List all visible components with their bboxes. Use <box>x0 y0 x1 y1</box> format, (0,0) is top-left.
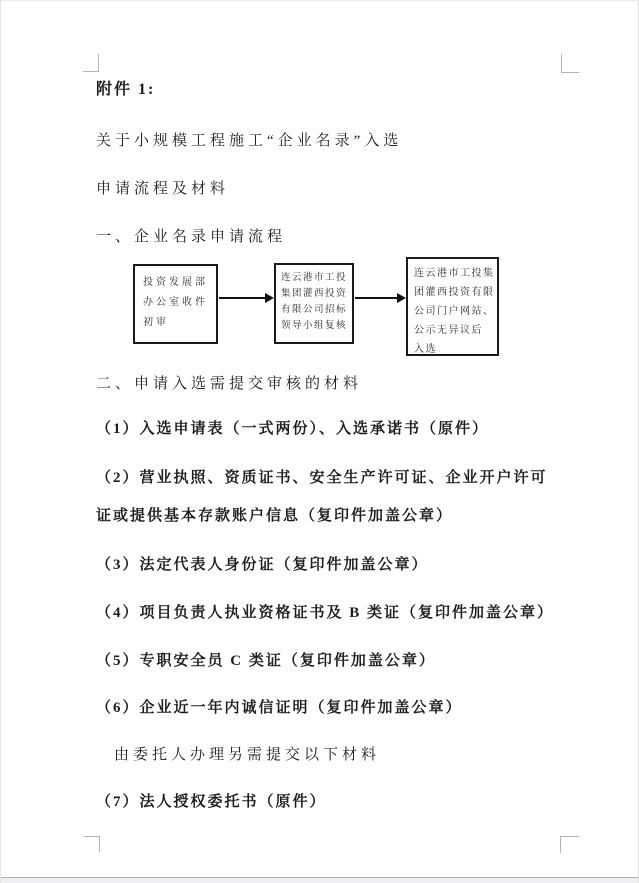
flow-step-2-line: 有限公司招标 <box>281 305 348 315</box>
flow-step-2-line: 连云港市工投 <box>281 273 348 283</box>
agent-note: 由委托人办理另需提交以下材料 <box>114 747 381 763</box>
flow-step-1-line: 办公室收件 <box>143 297 208 308</box>
flow-arrow-2-shaft <box>355 297 397 299</box>
flow-step-3-line: 团灌西投资有限 <box>414 287 495 298</box>
margin-corner-mark-bottom-right <box>560 836 579 853</box>
material-item-4: （4）项目负责人执业资格证书及 B 类证（复印件加盖公章） <box>96 605 555 621</box>
flow-step-2-line: 集团灌西投资 <box>281 289 348 299</box>
flow-step-1-line: 投资发展部 <box>143 277 208 288</box>
attachment-label: 附件 1: <box>96 81 156 98</box>
material-item-2-line-1: （2）营业执照、资质证书、安全生产许可证、企业开户许可 <box>96 470 548 486</box>
material-item-5: （5）专职安全员 C 类证（复印件加盖公章） <box>96 653 436 669</box>
flow-arrow-2-head-icon <box>397 293 406 303</box>
flow-step-3-line: 连云港市工投集 <box>414 268 495 279</box>
margin-corner-mark-bottom-left <box>84 836 100 852</box>
window-bottom-strip <box>1 877 638 883</box>
margin-corner-mark-top-left <box>83 54 99 72</box>
flow-step-1 <box>133 264 218 344</box>
flow-arrow-1-head-icon <box>265 293 274 303</box>
material-item-6: （6）企业近一年内诚信证明（复印件加盖公章） <box>96 700 463 716</box>
flow-step-1-line: 初审 <box>143 317 169 328</box>
flow-step-2-line: 领导小组复核 <box>281 321 348 331</box>
document-title-line-2: 申请流程及材料 <box>96 181 230 197</box>
flow-step-2 <box>274 263 354 344</box>
flow-step-3-line: 公示无异议后 <box>414 325 483 336</box>
document-title-line-1: 关于小规模工程施工“企业名录”入选 <box>96 133 403 149</box>
section-1-heading: 一、企业名录申请流程 <box>96 229 287 245</box>
material-item-3: （3）法定代表人身份证（复印件加盖公章） <box>96 557 429 573</box>
material-item-7: （7）法人授权委托书（原件） <box>96 794 327 810</box>
material-item-1: （1）入选申请表（一式两份）、入选承诺书（原件） <box>96 421 490 437</box>
flow-step-3-line: 入选 <box>414 344 437 355</box>
flow-arrow-1-shaft <box>219 297 265 299</box>
material-item-2-line-2: 证或提供基本存款账户信息（复印件加盖公章） <box>96 508 454 524</box>
flow-step-3-line: 公司门户网站、 <box>414 306 495 317</box>
margin-corner-mark-top-right <box>561 54 579 73</box>
section-2-heading: 二、申请入选需提交审核的材料 <box>96 376 363 392</box>
flow-step-3 <box>406 257 499 356</box>
